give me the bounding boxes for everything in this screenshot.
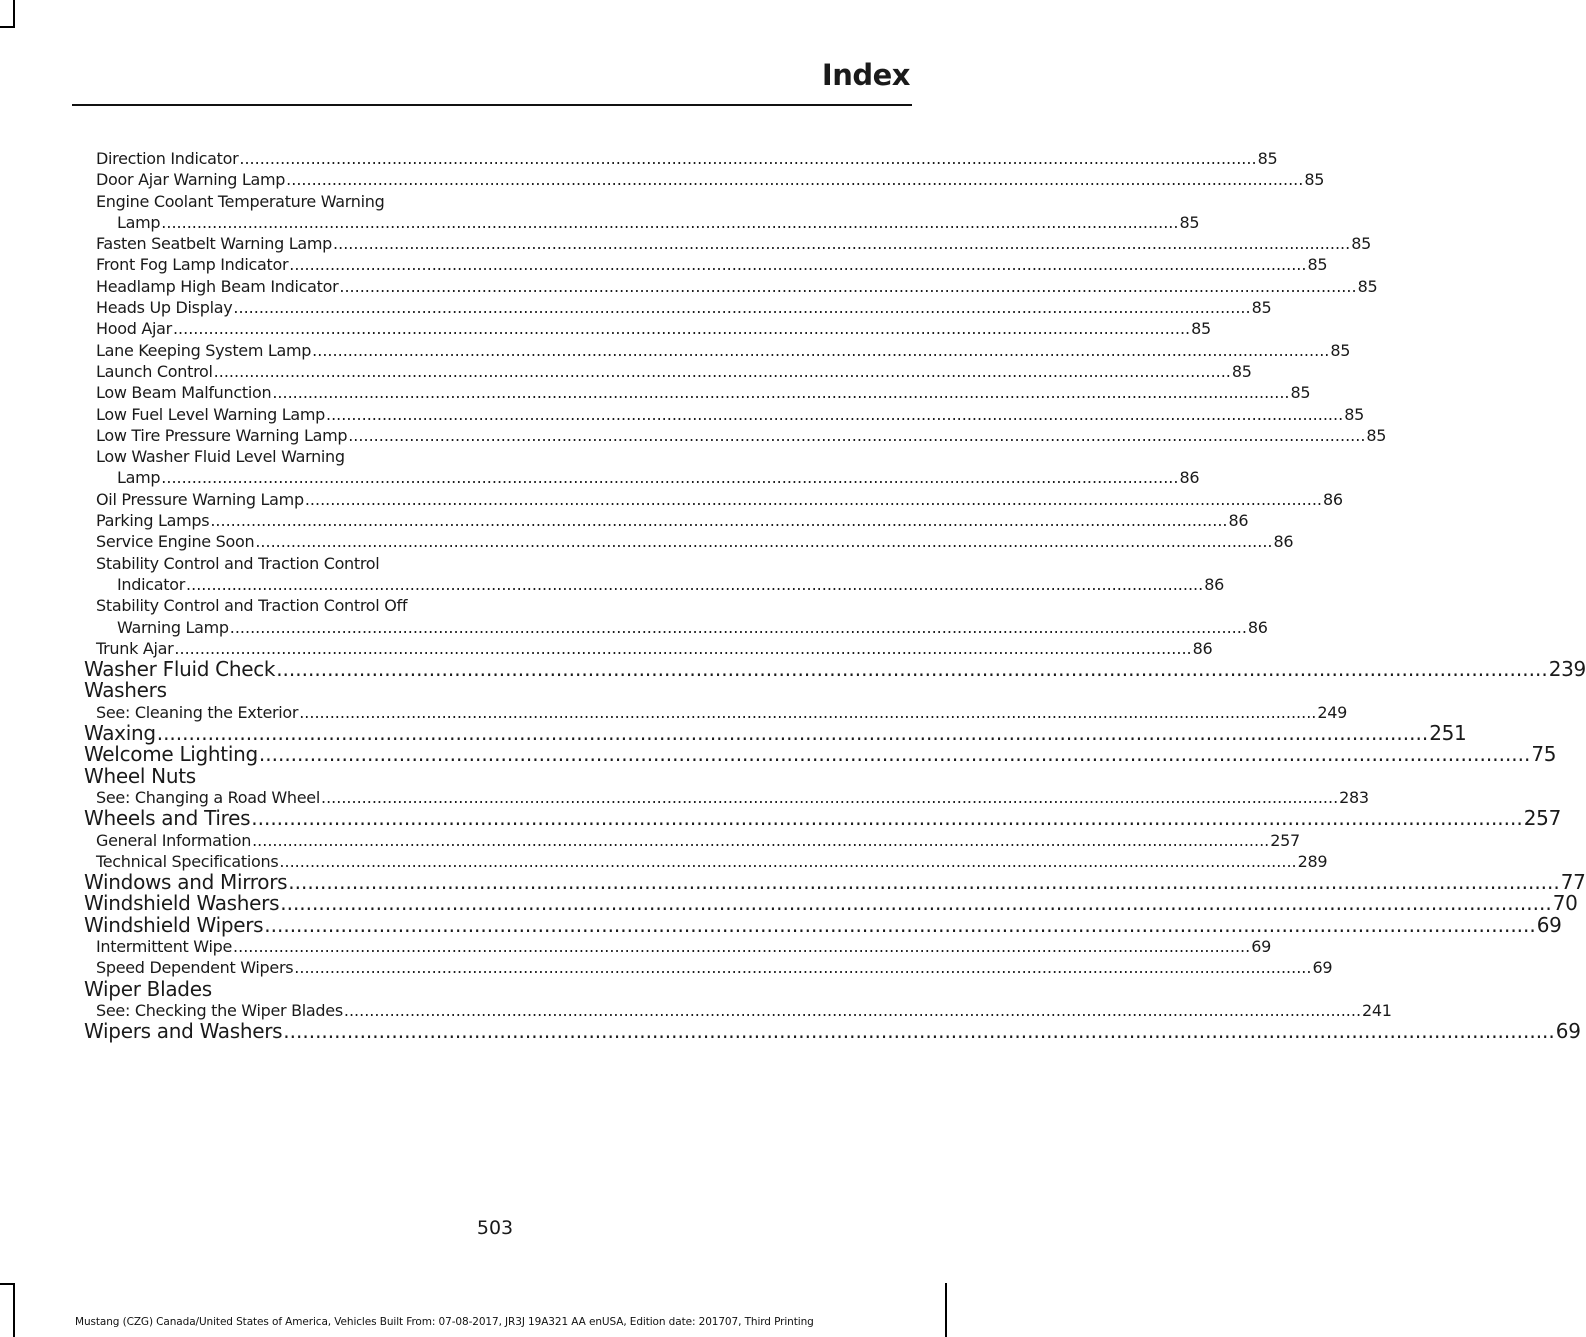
crop-mark-bottom-left-horizontal — [0, 1283, 15, 1285]
entry-label: Launch Control — [96, 361, 213, 381]
dot-leader: ........................................................................................................................................................................................................ — [258, 742, 1531, 767]
entry-continuation — [96, 212, 1200, 233]
entry-page: 86 — [1179, 468, 1200, 488]
entry-label-continued: Lamp — [117, 468, 161, 488]
entry-label: Waxing — [84, 721, 156, 746]
dot-leader: ........................................................................................................................................................................................................ — [161, 468, 1179, 488]
crop-mark-bottom-left-vertical — [13, 1283, 15, 1337]
dot-leader: ........................................................................................................................................................................................................ — [233, 936, 1251, 956]
entry-page: 241 — [1362, 1000, 1392, 1020]
index-main-entry[interactable] — [84, 912, 1562, 937]
entry-page: 251 — [1429, 721, 1467, 746]
page-number: 503 — [476, 1217, 514, 1239]
entry-page: 85 — [1290, 383, 1311, 403]
entry-page: 70 — [1552, 891, 1578, 916]
dot-leader: ........................................................................................................................................................................................................ — [304, 489, 1322, 509]
entry-label: Parking Lamps — [96, 511, 210, 531]
index-heading: Washers — [84, 678, 167, 703]
dot-leader: ........................................................................................................................................................................................................ — [348, 425, 1366, 445]
index-entry[interactable] — [84, 254, 1328, 275]
entry-page: 85 — [1351, 234, 1371, 254]
index-main-entry[interactable] — [84, 721, 1467, 746]
index-entry[interactable] — [84, 148, 1278, 169]
dot-leader: ........................................................................................................................................................................................................ — [251, 806, 1523, 831]
index-main-entry[interactable] — [84, 742, 1557, 767]
entry-label: Hood Ajar — [96, 319, 172, 339]
dot-leader: ........................................................................................................................................................................................................ — [276, 657, 1548, 682]
entry-page: 69 — [1555, 1019, 1581, 1044]
dot-leader: ........................................................................................................................................................................................................ — [213, 361, 1231, 381]
entry-page: 85 — [1330, 340, 1351, 360]
index-entry[interactable] — [84, 787, 1369, 808]
index-entry[interactable] — [84, 830, 1300, 851]
index-entry[interactable] — [84, 553, 1224, 596]
entry-page: 85 — [1344, 404, 1364, 424]
entry-label: Wipers and Washers — [84, 1019, 283, 1044]
dot-leader: ........................................................................................................................................................................................................ — [286, 170, 1304, 190]
entry-page: 85 — [1304, 170, 1325, 190]
entry-page: 86 — [1192, 638, 1213, 658]
entry-label: Speed Dependent Wipers — [96, 958, 294, 978]
entry-page: 283 — [1339, 787, 1369, 807]
entry-label: Fasten Seatbelt Warning Lamp — [96, 234, 333, 254]
index-entry[interactable] — [84, 531, 1294, 552]
entry-page: 85 — [1191, 319, 1211, 339]
dot-leader: ........................................................................................................................................................................................................ — [294, 958, 1312, 978]
entry-page: 85 — [1231, 361, 1252, 381]
entry-label: Stability Control and Traction Control Off — [96, 596, 408, 616]
entry-label: Oil Pressure Warning Lamp — [96, 489, 304, 509]
dot-leader: ........................................................................................................................................................................................................ — [252, 830, 1270, 850]
entry-page: 85 — [1257, 149, 1278, 168]
page-title: Index — [821, 58, 910, 92]
entry-label: Service Engine Soon — [96, 532, 255, 552]
dot-leader: ........................................................................................................................................................................................................ — [333, 234, 1351, 254]
entry-label: Low Fuel Level Warning Lamp — [96, 404, 325, 424]
index-entry[interactable] — [84, 936, 1271, 957]
entry-page: 257 — [1523, 806, 1562, 831]
index-entry[interactable] — [84, 169, 1325, 190]
dot-leader: ........................................................................................................................................................................................................ — [343, 1000, 1362, 1020]
entry-page: 69 — [1312, 958, 1333, 978]
dot-leader: ........................................................................................................................................................................................................ — [264, 912, 1536, 937]
index-entry[interactable] — [84, 340, 1351, 361]
entry-label-continued: Lamp — [117, 212, 161, 232]
dot-leader: ........................................................................................................................................................................................................ — [326, 404, 1344, 424]
entry-label: See: Changing a Road Wheel — [96, 787, 320, 807]
entry-continuation — [96, 574, 1224, 595]
entry-page: 69 — [1251, 936, 1271, 956]
entry-label: Windshield Wipers — [84, 912, 264, 937]
entry-label: See: Checking the Wiper Blades — [96, 1000, 343, 1020]
dot-leader: ........................................................................................................................................................................................................ — [210, 511, 1228, 531]
index-entry[interactable] — [84, 595, 1268, 638]
dot-leader: ........................................................................................................................................................................................................ — [283, 1019, 1555, 1044]
index-entry[interactable] — [84, 382, 1311, 403]
index-entry[interactable] — [84, 446, 1200, 489]
index-main-entry[interactable] — [84, 806, 1562, 831]
entry-label: Windshield Washers — [84, 891, 280, 916]
entry-label: Technical Specifications — [96, 851, 279, 871]
dot-leader: ........................................................................................................................................................................................................ — [272, 383, 1290, 403]
index-entry[interactable] — [84, 489, 1343, 510]
dot-leader: ........................................................................................................................................................................................................ — [233, 298, 1251, 318]
index-entry[interactable] — [84, 404, 1364, 425]
dot-leader: ........................................................................................................................................................................................................ — [299, 702, 1317, 722]
dot-leader: ........................................................................................................................................................................................................ — [239, 149, 1257, 168]
entry-page: 86 — [1204, 574, 1224, 594]
entry-page: 85 — [1366, 425, 1387, 445]
index-entry[interactable] — [84, 318, 1211, 339]
index-entry[interactable] — [84, 425, 1387, 446]
entry-label: Welcome Lighting — [84, 742, 258, 767]
index-main-entry[interactable] — [84, 891, 1578, 916]
entry-label: Stability Control and Traction Control — [96, 553, 380, 573]
dot-leader: ........................................................................................................................................................................................................ — [186, 574, 1204, 594]
entry-label: Heads Up Display — [96, 298, 233, 318]
entry-label: General Information — [96, 830, 252, 850]
index-entry[interactable] — [84, 297, 1272, 318]
entry-label: Low Beam Malfunction — [96, 383, 272, 403]
entry-page: 86 — [1273, 532, 1294, 552]
dot-leader: ........................................................................................................................................................................................................ — [339, 276, 1357, 296]
entry-page: 86 — [1323, 489, 1343, 509]
dot-leader: ........................................................................................................................................................................................................ — [156, 721, 1429, 746]
entry-label: Direction Indicator — [96, 149, 239, 168]
crop-mark-top-left-horizontal — [0, 26, 15, 28]
entry-page: 85 — [1179, 212, 1200, 232]
index-entry[interactable] — [84, 1000, 1392, 1021]
entry-label: Windows and Mirrors — [84, 870, 288, 895]
entry-page: 85 — [1357, 276, 1378, 296]
entry-continuation — [96, 617, 1268, 638]
entry-label: Door Ajar Warning Lamp — [96, 170, 286, 190]
dot-leader: ........................................................................................................................................................................................................ — [288, 870, 1560, 895]
entry-label: Low Tire Pressure Warning Lamp — [96, 425, 348, 445]
dot-leader: ........................................................................................................................................................................................................ — [255, 532, 1273, 552]
entry-page: 249 — [1317, 702, 1348, 722]
dot-leader: ........................................................................................................................................................................................................ — [174, 638, 1192, 658]
dot-leader: ........................................................................................................................................................................................................ — [279, 851, 1297, 871]
entry-label: Intermittent Wipe — [96, 936, 233, 956]
entry-label: Lane Keeping System Lamp — [96, 340, 312, 360]
entry-page: 86 — [1247, 617, 1268, 637]
entry-label: Headlamp High Beam Indicator — [96, 276, 339, 296]
index-heading: Wheel Nuts — [84, 763, 196, 788]
dot-leader: ........................................................................................................................................................................................................ — [280, 891, 1552, 916]
index-entry[interactable] — [84, 233, 1371, 254]
entry-label: Trunk Ajar — [96, 638, 174, 658]
crop-mark-top-left-vertical — [13, 0, 15, 27]
index-entry[interactable] — [84, 191, 1200, 234]
entry-page: 257 — [1270, 830, 1300, 850]
index-list — [84, 148, 1586, 1044]
entry-page: 75 — [1531, 742, 1557, 767]
dot-leader: ........................................................................................................................................................................................................ — [312, 340, 1330, 360]
entry-label: See: Cleaning the Exterior — [96, 702, 299, 722]
dot-leader: ........................................................................................................................................................................................................ — [229, 617, 1247, 637]
dot-leader: ........................................................................................................................................................................................................ — [320, 787, 1339, 807]
dot-leader: ........................................................................................................................................................................................................ — [161, 212, 1179, 232]
index-entry[interactable] — [84, 957, 1333, 978]
entry-page: 239 — [1548, 657, 1586, 682]
footer-edition-info: Mustang (CZG) Canada/United States of America, Vehicles Built From: 07-08-2017, JR3J 19A321 AA enUSA, Edition date: 201707, Third Printing — [75, 1316, 814, 1328]
entry-page: 289 — [1297, 851, 1328, 871]
index-entry[interactable] — [84, 510, 1249, 531]
index-main-entry[interactable] — [84, 870, 1586, 895]
dot-leader: ........................................................................................................................................................................................................ — [172, 319, 1191, 339]
index-entry[interactable] — [84, 638, 1213, 659]
entry-continuation — [96, 467, 1200, 488]
index-entry[interactable] — [84, 702, 1348, 723]
entry-page: 85 — [1307, 255, 1328, 275]
entry-page: 69 — [1536, 912, 1562, 937]
entry-page: 85 — [1251, 298, 1272, 318]
entry-label-continued: Indicator — [117, 574, 186, 594]
entry-page: 86 — [1228, 511, 1249, 531]
header-divider — [72, 104, 912, 106]
index-heading: Wiper Blades — [84, 976, 212, 1001]
index-entry[interactable] — [84, 361, 1252, 382]
entry-label: Low Washer Fluid Level Warning — [96, 447, 345, 467]
index-main-entry[interactable] — [84, 1019, 1581, 1044]
entry-page: 77 — [1560, 870, 1586, 895]
crop-mark-bottom-right-vertical — [945, 1283, 947, 1337]
entry-label: Front Fog Lamp Indicator — [96, 255, 289, 275]
entry-label: Engine Coolant Temperature Warning — [96, 191, 385, 211]
index-entry[interactable] — [84, 851, 1328, 872]
entry-label-continued: Warning Lamp — [117, 617, 229, 637]
dot-leader: ........................................................................................................................................................................................................ — [289, 255, 1307, 275]
entry-label: Washer Fluid Check — [84, 657, 276, 682]
index-entry[interactable] — [84, 276, 1378, 297]
index-main-entry[interactable] — [84, 657, 1586, 682]
entry-label: Wheels and Tires — [84, 806, 251, 831]
